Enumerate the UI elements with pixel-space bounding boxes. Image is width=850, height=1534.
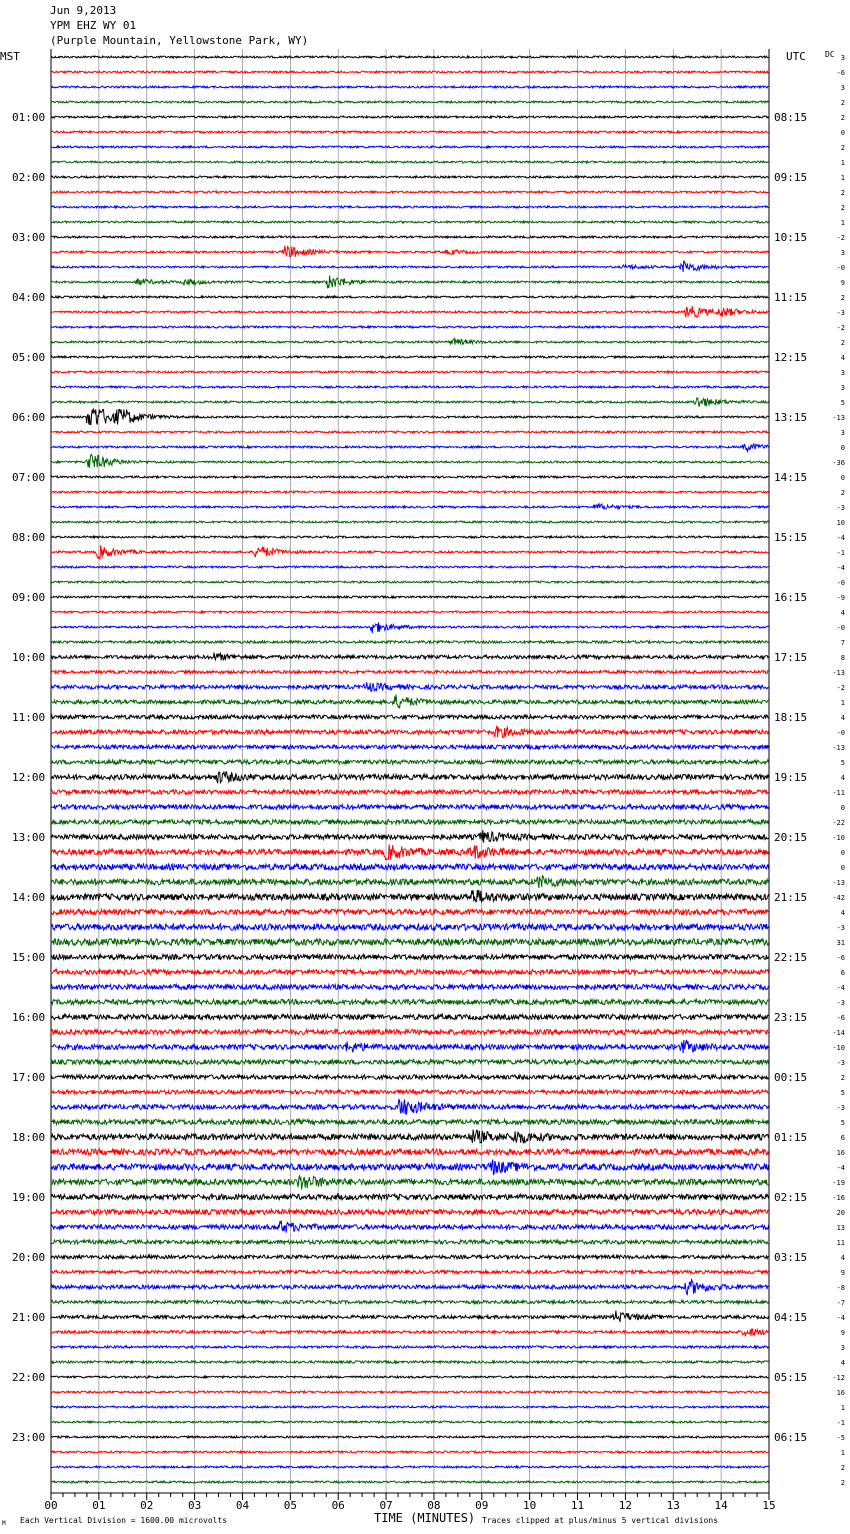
- seismic-trace: [51, 1075, 769, 1079]
- dc-offset-label: -12: [832, 1374, 845, 1382]
- seismic-trace: [51, 682, 769, 691]
- dc-offset-label: -19: [832, 1179, 845, 1187]
- hour-label-local: 06:00: [12, 411, 46, 424]
- dc-offset-label: -13: [832, 879, 845, 887]
- dc-offset-label: 20: [836, 1209, 845, 1217]
- dc-offset-label: 3: [840, 369, 845, 377]
- seismic-trace: [51, 1119, 769, 1124]
- x-tick-label: 11: [570, 1499, 585, 1512]
- hour-label-utc: 20:15: [774, 831, 808, 844]
- dc-offset-label: 3: [840, 54, 845, 62]
- hour-label-utc: 23:15: [774, 1011, 808, 1024]
- dc-offset-label: 3: [840, 1344, 845, 1352]
- seismic-trace: [51, 545, 769, 559]
- dc-offset-label: -2: [836, 324, 845, 332]
- dc-offset-label: -4: [836, 534, 845, 542]
- dc-offset-label: 4: [840, 1254, 845, 1262]
- seismic-trace: [51, 566, 769, 568]
- dc-offset-label: 3: [840, 429, 845, 437]
- seismic-trace: [51, 1329, 769, 1336]
- x-tick-label: 10: [523, 1499, 537, 1512]
- dc-offset-label: -2: [836, 234, 845, 242]
- seismic-trace: [51, 116, 769, 118]
- seismic-trace: [51, 1175, 769, 1189]
- seismic-trace: [51, 246, 769, 257]
- seismic-trace: [51, 745, 769, 749]
- hour-label-utc: 18:15: [774, 711, 808, 724]
- seismic-trace: [51, 1300, 769, 1303]
- seismic-trace: [51, 715, 769, 719]
- dc-offset-label: -4: [836, 984, 845, 992]
- seismic-trace: [51, 206, 769, 208]
- seismic-trace: [51, 1391, 769, 1393]
- hour-label-local: 01:00: [12, 111, 46, 124]
- dc-offset-label: -1: [836, 1419, 845, 1427]
- seismic-trace: [51, 909, 769, 915]
- hour-label-utc: 03:15: [774, 1251, 808, 1264]
- seismic-trace: [51, 1194, 769, 1200]
- seismic-trace: [51, 581, 769, 583]
- seismic-trace: [51, 221, 769, 223]
- dc-offset-label: 0: [840, 849, 845, 857]
- seismic-trace: [51, 772, 769, 784]
- hour-label-local: 07:00: [12, 471, 46, 484]
- x-tick-label: 13: [666, 1499, 680, 1512]
- seismic-trace: [51, 1060, 769, 1065]
- hour-label-local: 14:00: [12, 891, 46, 904]
- seismic-trace: [51, 536, 769, 538]
- x-tick-label: 06: [331, 1499, 345, 1512]
- dc-offset-label: 31: [836, 939, 845, 947]
- x-tick-label: 12: [618, 1499, 633, 1512]
- hour-label-utc: 00:15: [774, 1071, 808, 1084]
- seismic-trace: [51, 760, 769, 764]
- seismic-trace: [51, 146, 769, 148]
- dc-offset-label: 2: [840, 1479, 845, 1487]
- seismic-trace: [51, 306, 769, 317]
- dc-offset-label: -0: [836, 579, 845, 587]
- dc-offset-label: 3: [840, 249, 845, 257]
- dc-offset-label: -22: [832, 819, 845, 827]
- dc-offset-label: 4: [840, 609, 845, 617]
- seismic-trace: [51, 504, 769, 509]
- dc-offset-label: -13: [832, 669, 845, 677]
- dc-offset-label: -36: [832, 459, 845, 467]
- x-tick-label: 00: [44, 1499, 58, 1512]
- x-tick-label: 09: [475, 1499, 489, 1512]
- hour-label-utc: 01:15: [774, 1131, 808, 1144]
- dc-offset-label: -6: [836, 69, 845, 77]
- hour-label-utc: 06:15: [774, 1431, 808, 1444]
- dc-offset-label: -42: [832, 894, 845, 902]
- seismic-trace: [51, 410, 769, 425]
- hour-label-utc: 11:15: [774, 291, 808, 304]
- seismic-trace: [51, 1160, 769, 1175]
- x-tick-label: 01: [92, 1499, 106, 1512]
- seismic-trace: [51, 275, 769, 288]
- x-tick-label: 03: [187, 1499, 202, 1512]
- seismic-trace: [51, 864, 769, 870]
- dc-offset-label: 9: [840, 279, 845, 287]
- dc-offset-label: 3: [840, 84, 845, 92]
- dc-offset-label: -0: [836, 624, 845, 632]
- seismic-trace: [51, 1280, 769, 1295]
- dc-offset-label: -4: [836, 1164, 845, 1172]
- hour-label-utc: 22:15: [774, 951, 808, 964]
- seismic-trace: [51, 1130, 769, 1144]
- dc-offset-label: 0: [840, 804, 845, 812]
- seismic-trace: [51, 999, 769, 1004]
- dc-offset-label: 4: [840, 714, 845, 722]
- seismic-trace: [51, 86, 769, 88]
- seismic-trace: [51, 924, 769, 930]
- hour-label-local: 13:00: [12, 831, 46, 844]
- dc-offset-label: 0: [840, 444, 845, 452]
- dc-offset-label: 2: [840, 204, 845, 212]
- seismic-trace: [51, 622, 769, 633]
- dc-offset-label: -2: [836, 684, 845, 692]
- x-axis-title: TIME (MINUTES): [374, 1511, 476, 1525]
- seismic-trace: [51, 338, 769, 344]
- hour-label-utc: 12:15: [774, 351, 808, 364]
- dc-offset-label: 0: [840, 129, 845, 137]
- seismic-trace: [51, 455, 769, 468]
- dc-offset-label: -8: [836, 1284, 845, 1292]
- dc-offset-label: 8: [840, 654, 845, 662]
- hour-label-utc: 14:15: [774, 471, 808, 484]
- hour-label-local: 09:00: [12, 591, 46, 604]
- hour-label-local: 08:00: [12, 531, 46, 544]
- seismic-trace: [51, 695, 769, 709]
- dc-offset-label: -9: [836, 594, 845, 602]
- dc-offset-label: -3: [836, 1059, 845, 1067]
- right-timezone-label: UTC: [786, 50, 806, 63]
- seismic-trace: [51, 1029, 769, 1034]
- hour-label-utc: 09:15: [774, 171, 808, 184]
- seismic-trace: [51, 1421, 769, 1423]
- dc-offset-label: -5: [836, 1434, 845, 1442]
- hour-label-local: 11:00: [12, 711, 46, 724]
- hour-label-local: 17:00: [12, 1071, 46, 1084]
- dc-offset-label: 5: [840, 1119, 845, 1127]
- hour-label-utc: 16:15: [774, 591, 808, 604]
- dc-offset-label: -13: [832, 414, 845, 422]
- dc-offset-label: -3: [836, 309, 845, 317]
- dc-offset-label: 13: [836, 1224, 845, 1232]
- seismic-trace: [51, 970, 769, 975]
- corner-mark: M: [2, 1520, 6, 1527]
- hour-label-local: 02:00: [12, 171, 46, 184]
- seismic-trace: [51, 176, 769, 178]
- seismic-trace: [51, 261, 769, 272]
- dc-offset-label: 1: [840, 699, 845, 707]
- dc-offset-label: 0: [840, 864, 845, 872]
- dc-offset-label: 5: [840, 1089, 845, 1097]
- dc-offset-label: 2: [840, 489, 845, 497]
- dc-offset-label: 2: [840, 189, 845, 197]
- hour-label-local: 12:00: [12, 771, 46, 784]
- hour-label-utc: 21:15: [774, 891, 808, 904]
- dc-offset-label: 2: [840, 99, 845, 107]
- dc-offset-label: 4: [840, 354, 845, 362]
- seismic-trace: [51, 641, 769, 644]
- seismic-trace: [51, 1255, 769, 1259]
- dc-offset-label: -4: [836, 564, 845, 572]
- seismic-trace: [51, 521, 769, 523]
- seismic-trace: [51, 876, 769, 888]
- seismic-trace: [51, 1221, 769, 1233]
- dc-offset-label: 2: [840, 114, 845, 122]
- dc-offset-label: 11: [836, 1239, 845, 1247]
- dc-offset-label: 1: [840, 1449, 845, 1457]
- hour-label-utc: 10:15: [774, 231, 808, 244]
- seismic-trace: [51, 1149, 769, 1155]
- hour-label-utc: 08:15: [774, 111, 808, 124]
- dc-offset-label: 2: [840, 294, 845, 302]
- dc-offset-label: 1: [840, 174, 845, 182]
- seismic-trace: [51, 236, 769, 238]
- seismic-trace: [51, 790, 769, 794]
- hour-label-local: 10:00: [12, 651, 46, 664]
- hour-label-local: 03:00: [12, 231, 46, 244]
- clipping-note: Traces clipped at plus/minus 5 vertical divisions: [482, 1516, 719, 1525]
- seismic-trace: [51, 296, 769, 298]
- hour-label-local: 04:00: [12, 291, 46, 304]
- seismic-trace: [51, 1090, 769, 1094]
- x-tick-label: 02: [140, 1499, 154, 1512]
- seismic-trace: [51, 101, 769, 103]
- dc-offset-label: -14: [832, 1029, 845, 1037]
- dc-offset-label: -4: [836, 1314, 845, 1322]
- dc-offset-label: 1: [840, 159, 845, 167]
- hour-label-local: 05:00: [12, 351, 46, 364]
- dc-offset-label: -11: [832, 789, 845, 797]
- hour-label-utc: 05:15: [774, 1371, 808, 1384]
- dc-offset-label: -0: [836, 264, 845, 272]
- hour-label-utc: 19:15: [774, 771, 808, 784]
- dc-offset-label: -6: [836, 954, 845, 962]
- seismic-trace: [51, 1376, 769, 1378]
- hour-label-local: 19:00: [12, 1191, 46, 1204]
- dc-offset-label: 5: [840, 759, 845, 767]
- seismic-trace: [51, 726, 769, 738]
- dc-offset-label: 3: [840, 384, 845, 392]
- x-tick-label: 15: [762, 1499, 776, 1512]
- scale-note: Each Vertical Division = 1600.00 microvolts: [20, 1516, 228, 1525]
- seismic-trace: [51, 386, 769, 388]
- left-timezone-label: MST: [0, 50, 20, 63]
- dc-offset-label: -0: [836, 729, 845, 737]
- seismic-trace: [51, 653, 769, 661]
- seismic-trace: [51, 820, 769, 825]
- seismic-trace: [51, 805, 769, 810]
- seismic-trace: [51, 596, 769, 598]
- hour-label-local: 18:00: [12, 1131, 46, 1144]
- seismic-trace: [51, 1100, 769, 1115]
- dc-offset-label: -3: [836, 1104, 845, 1112]
- station-location: (Purple Mountain, Yellowstone Park, WY): [50, 34, 309, 47]
- dc-offset-label: 2: [840, 1464, 845, 1472]
- hour-label-utc: 13:15: [774, 411, 808, 424]
- seismic-trace: [51, 1014, 769, 1019]
- seismic-trace: [51, 939, 769, 945]
- x-tick-label: 14: [714, 1499, 728, 1512]
- seismic-trace: [51, 1481, 769, 1483]
- seismic-trace: [51, 491, 769, 493]
- hour-label-local: 23:00: [12, 1431, 46, 1444]
- seismic-trace: [51, 1240, 769, 1244]
- hour-label-utc: 02:15: [774, 1191, 808, 1204]
- seismic-trace: [51, 476, 769, 478]
- hour-label-local: 16:00: [12, 1011, 46, 1024]
- seismic-trace: [51, 671, 769, 674]
- hour-label-local: 15:00: [12, 951, 46, 964]
- seismic-trace: [51, 1466, 769, 1468]
- dc-offset-label: 6: [840, 969, 845, 977]
- seismic-trace: [51, 1040, 769, 1053]
- dc-offset-label: 4: [840, 774, 845, 782]
- seismic-trace: [51, 326, 769, 328]
- seismic-trace: [51, 1311, 769, 1322]
- seismic-trace: [51, 191, 769, 193]
- dc-offset-label: 9: [840, 1269, 845, 1277]
- dc-offset-label: -6: [836, 1014, 845, 1022]
- dc-offset-label: -7: [836, 1299, 845, 1307]
- dc-offset-label: 16: [836, 1149, 845, 1157]
- dc-offset-label: 16: [836, 1389, 845, 1397]
- dc-offset-label: -3: [836, 504, 845, 512]
- x-tick-label: 04: [235, 1499, 250, 1512]
- seismic-trace: [51, 830, 769, 843]
- seismic-trace: [51, 1346, 769, 1348]
- seismic-trace: [51, 371, 769, 373]
- seismic-trace: [51, 1406, 769, 1408]
- dc-offset-label: -13: [832, 744, 845, 752]
- dc-offset-label: -1: [836, 549, 845, 557]
- seismic-trace: [51, 1361, 769, 1363]
- seismic-trace: [51, 56, 769, 58]
- hour-label-utc: 15:15: [774, 531, 808, 544]
- dc-offset-label: 6: [840, 1134, 845, 1142]
- dc-offset-label: 2: [840, 1074, 845, 1082]
- x-tick-label: 08: [427, 1499, 441, 1512]
- hour-label-utc: 04:15: [774, 1311, 808, 1324]
- dc-offset-label: -3: [836, 924, 845, 932]
- dc-offset-label: 4: [840, 1359, 845, 1367]
- dc-offset-label: 9: [840, 1329, 845, 1337]
- hour-label-local: 22:00: [12, 1371, 46, 1384]
- x-tick-label: 07: [379, 1499, 393, 1512]
- dc-offset-label: -16: [832, 1194, 845, 1202]
- dc-offset-label: 1: [840, 1404, 845, 1412]
- seismic-trace: [51, 890, 769, 902]
- dc-offset-label: 4: [840, 909, 845, 917]
- dc-offset-label: 5: [840, 399, 845, 407]
- hour-label-local: 21:00: [12, 1311, 46, 1324]
- seismic-trace: [51, 1436, 769, 1438]
- dc-offset-label: -3: [836, 999, 845, 1007]
- seismic-trace: [51, 71, 769, 73]
- seismic-trace: [51, 131, 769, 133]
- dc-offset-label: 10: [836, 519, 845, 527]
- x-tick-label: 05: [283, 1499, 297, 1512]
- seismic-trace: [51, 954, 769, 959]
- seismic-trace: [51, 1270, 769, 1273]
- hour-label-local: 20:00: [12, 1251, 46, 1264]
- seismic-trace: [51, 611, 769, 613]
- seismic-trace: [51, 161, 769, 163]
- dc-offset-label: 2: [840, 339, 845, 347]
- station-code: YPM EHZ WY 01: [50, 19, 137, 32]
- chart-date: Jun 9,2013: [50, 4, 117, 17]
- seismic-trace: [51, 431, 769, 433]
- seismic-trace: [51, 444, 769, 452]
- dc-offset-header: DC: [825, 50, 835, 59]
- dc-offset-label: 7: [840, 639, 845, 647]
- seismic-trace: [51, 845, 769, 860]
- seismic-trace: [51, 1451, 769, 1453]
- seismic-trace: [51, 1209, 769, 1214]
- seismic-trace: [51, 984, 769, 989]
- seismic-trace: [51, 356, 769, 358]
- dc-offset-label: -10: [832, 834, 845, 842]
- dc-offset-label: 1: [840, 219, 845, 227]
- dc-offset-label: 2: [840, 144, 845, 152]
- dc-offset-label: -10: [832, 1044, 845, 1052]
- seismic-trace: [51, 398, 769, 407]
- hour-label-utc: 17:15: [774, 651, 808, 664]
- dc-offset-label: 0: [840, 474, 845, 482]
